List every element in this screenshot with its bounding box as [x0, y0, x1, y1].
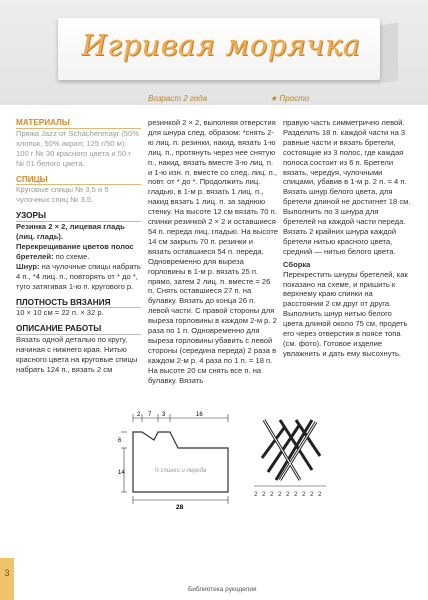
instructions-text: резинкой 2 × 2, выполняя отверстия для шнура след. образом: *снять 2-ю лиц. п. резинки, накид, вязать 1-ю лиц. п., протянуть через нее снятую п., накид, вязать вместе 3-ю лиц. п. и 1-ю изн. п. вместе со след. лиц. п., повт. от * до *. Продолжить лиц. гладью, в 1-м р. вязать 1 лиц. п., накид вязать 1 лиц. п. за заднюю стенку. На высоте 12 см вязать 70 п. спинки резинкой 2 × 2 и оставшиеся 54 п. переда лиц. гладью. На высоте 14 см закрыть 70 п. резинки и вязать оставшиеся 54 п. переда. Одновременно для выреза горловины в 1-м р. вязать 25 п. прямо, затем 2 лиц. п. вместе = 26 п. Снять оставшиеся 27 п. на булавку. Вязать до конца 26 п. левой части. С правой стороны для выреза горловины в каждом 2-м р. 2 раза по 1 п. Одновременно для выреза горловины убавить с левой стороны (середина переда) 2 раза в каждом 2-м р. 4 раза по 1 п. = 18 п. На высоте 20 см снять все п. на булавку. Вязать	[148, 118, 278, 385]
materials-text: Пряжа Jazz от Schachenmayr (50% хлопок, 50% акрил; 125 г/50 м): 100 г № 30 красного цвета и 50 г № 01 белого цвета.	[16, 128, 139, 168]
cord-label: Шнур:	[16, 261, 40, 271]
needles-heading: СПИЦЫ	[16, 175, 141, 186]
lace-label-7: 2	[302, 491, 306, 498]
schema-label-16: 16	[196, 412, 203, 418]
lace-label-5: 2	[286, 491, 290, 498]
pattern-schema	[118, 410, 238, 510]
density-text: 10 × 10 см = 22 п. × 32 р.	[16, 308, 104, 318]
pattern-rib: Резинка 2 × 2, лицевая гладь (лиц. гладь).	[16, 222, 125, 242]
lace-label-8: 2	[310, 491, 314, 498]
lace-label-2: 2	[262, 491, 266, 498]
schema-label-3: 3	[162, 412, 166, 418]
lace-label-3: 2	[270, 491, 274, 498]
schema-center-label: ½ спинки и переда	[154, 468, 207, 474]
schema-label-28: 28	[176, 504, 184, 510]
straps-text: правую часть симметрично левой. Разделить 18 п. каждой части на 3 равные части и вязать бретели, состоящие из 3 полос, где каждая полоса состоит из 6 п. Бретели вязать, чередуя, чулочными спицами, убавив в 1-м р. 2 п. = 4 п. Вязать шнур белого цвета, для бретели длиной не достигнет 18 см. Выполнить по 3 шнура для бретелей на каждой части переда. Вязать 2 крайних шнура каждой бретели нитью красного цвета, средний — нитью белого цвета.	[283, 118, 411, 256]
column-left	[16, 118, 141, 375]
lace-label-6: 2	[294, 491, 298, 498]
materials-heading: МАТЕРИАЛЫ	[16, 118, 141, 129]
difficulty-label	[270, 94, 309, 103]
difficulty-text: Просто	[279, 94, 310, 103]
description-text: Вязать одной деталью по кругу, начиная с нижнего края. Нитью красного цвета на круговые спицы набрать 124 п., вязать 2 см	[16, 335, 138, 374]
schema-label-6: 6	[118, 438, 122, 444]
footer-text: Библиотека рукоделия	[188, 586, 257, 593]
age-label: Возраст 2 года	[148, 94, 208, 103]
schema-label-2: 2	[137, 412, 141, 418]
pattern-crossing	[16, 242, 141, 262]
description-heading: ОПИСАНИЕ РАБОТЫ	[16, 324, 141, 335]
needles-text: Круговые спицы № 3,5 и 5 чулочных спиц № 3,5.	[16, 185, 109, 205]
lace-label-9: 2	[318, 491, 322, 498]
column-middle	[148, 118, 278, 385]
patterns-heading: УЗОРЫ	[16, 211, 141, 222]
page-title: Игривая морячка	[81, 28, 361, 62]
lace-crossing-diagram	[250, 410, 330, 500]
pattern-cord	[16, 262, 141, 292]
density-heading: ПЛОТНОСТЬ ВЯЗАНИЯ	[16, 298, 141, 309]
page-number: 3	[0, 558, 14, 600]
ribbon-fold	[378, 23, 398, 84]
crossing-text: по схеме.	[55, 251, 90, 261]
assembly-text: Перекрестить шнуры бретелей, как показано на схеме, и пришить к верхнему краю спинки на расстоянии 2 см друг от друга. Выполнить шнур нитью белого цвета длиной около 75 см, продеть его через отверстия в поясе топа (см. фото). Готовое изделие увлажнить и дать ему высохнуть.	[283, 269, 408, 358]
assembly-heading: Сборка	[283, 259, 311, 269]
schema-label-7: 7	[148, 412, 152, 418]
schema-label-14: 14	[118, 470, 125, 476]
column-right	[283, 118, 413, 359]
star-icon: ★	[270, 94, 278, 103]
crossing-label: Перекрещивание цветов полос бретелей:	[16, 241, 134, 261]
cord-text: на чулочные спицы набрать 4 п., *4 лиц. п., повторять от * до *, туго затягивая 1-ю п. кругового р.	[16, 261, 141, 291]
lace-label-1: 2	[254, 491, 258, 498]
lace-label-4: 2	[278, 491, 282, 498]
